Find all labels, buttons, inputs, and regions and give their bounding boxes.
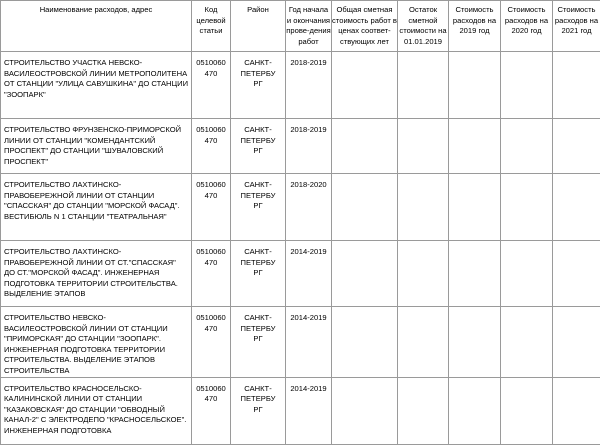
row-cost-2021 — [553, 174, 600, 241]
row-region-line: РГ — [231, 146, 285, 157]
row-code-line: 0510060 — [192, 247, 230, 258]
table-row — [1, 241, 600, 307]
row-region — [231, 241, 286, 307]
row-cost-2021 — [553, 119, 600, 174]
row-code-line: 0510060 — [192, 125, 230, 136]
header-remaining-cost: Остаток сметной стоимости на 01.01.2019 — [398, 1, 449, 52]
row-code-line: 470 — [192, 324, 230, 335]
row-region-line: РГ — [231, 334, 285, 345]
row-code-line: 0510060 — [192, 384, 230, 395]
row-code — [192, 377, 231, 444]
row-region — [231, 52, 286, 119]
row-code — [192, 174, 231, 241]
header-region: Район — [231, 1, 286, 52]
row-code-line: 470 — [192, 69, 230, 80]
header-cost-2019: Стоимость расходов на 2019 год — [449, 1, 501, 52]
header-name: Наименование расходов, адрес — [1, 1, 192, 52]
row-region-line: ПЕТЕРБУ — [231, 191, 285, 202]
row-cost-2020 — [501, 119, 553, 174]
row-region-line: ПЕТЕРБУ — [231, 394, 285, 405]
row-name: СТРОИТЕЛЬСТВО ЛАХТИНСКО-ПРАВОБЕРЕЖНОЙ ЛИНИИ ОТ СТ."СПАССКАЯ" ДО СТ."МОРСКОЙ ФАСАД". ИНЖЕНЕРНАЯ ПОДГОТОВКА ТЕРРИТОРИИ СТРОИТЕЛЬСТВА. ВЫДЕЛЕНИЕ ЭТАПОВ — [1, 241, 192, 307]
row-code-line: 0510060 — [192, 58, 230, 69]
row-years: 2018-2020 — [286, 174, 332, 241]
row-region — [231, 119, 286, 174]
table-header-row — [1, 1, 600, 52]
header-years: Год начала и окончания прове-дения работ — [286, 1, 332, 52]
row-years: 2018-2019 — [286, 52, 332, 119]
row-total-cost — [332, 52, 398, 119]
row-region — [231, 377, 286, 444]
row-region-line: ПЕТЕРБУ — [231, 324, 285, 335]
row-region-line: САНКТ- — [231, 313, 285, 324]
row-years: 2018-2019 — [286, 119, 332, 174]
table-row — [1, 52, 600, 119]
row-code-line: 470 — [192, 258, 230, 269]
row-cost-2020 — [501, 52, 553, 119]
row-total-cost — [332, 119, 398, 174]
row-region — [231, 174, 286, 241]
header-code: Код целевой статьи — [192, 1, 231, 52]
header-total-cost: Общая сметная стоимость работ в ценах соответ-ствующих лет — [332, 1, 398, 52]
row-name: СТРОИТЕЛЬСТВО УЧАСТКА НЕВСКО-ВАСИЛЕОСТРОВСКОЙ ЛИНИИ МЕТРОПОЛИТЕНА ОТ СТАНЦИИ "УЛИЦА САВУШКИНА" ДО СТАНЦИИ "ЗООПАРК" — [1, 52, 192, 119]
row-code — [192, 52, 231, 119]
row-remaining-cost — [398, 241, 449, 307]
table-row — [1, 377, 600, 444]
row-cost-2021 — [553, 307, 600, 378]
row-remaining-cost — [398, 174, 449, 241]
row-region-line: САНКТ- — [231, 247, 285, 258]
row-code-line: 470 — [192, 136, 230, 147]
row-region-line: САНКТ- — [231, 180, 285, 191]
row-region-line: САНКТ- — [231, 125, 285, 136]
row-name: СТРОИТЕЛЬСТВО НЕВСКО-ВАСИЛЕОСТРОВСКОЙ ЛИНИИ ОТ СТАНЦИИ "ПРИМОРСКАЯ" ДО СТАНЦИИ "ЗООПАРК". ИНЖЕНЕРНАЯ ПОДГОТОВКА ТЕРРИТОРИИ СТРОИТЕЛЬСТВА. ВЫДЕЛЕНИЕ ЭТАПОВ СТРОИТЕЛЬСТВА — [1, 307, 192, 378]
row-total-cost — [332, 174, 398, 241]
row-remaining-cost — [398, 52, 449, 119]
row-cost-2020 — [501, 241, 553, 307]
row-cost-2019 — [449, 119, 501, 174]
row-cost-2021 — [553, 241, 600, 307]
row-years: 2014-2019 — [286, 377, 332, 444]
row-region-line: РГ — [231, 201, 285, 212]
row-remaining-cost — [398, 119, 449, 174]
header-cost-2021: Стоимость расходов на 2021 год — [553, 1, 600, 52]
row-name: СТРОИТЕЛЬСТВО ФРУНЗЕНСКО-ПРИМОРСКОЙ ЛИНИИ ОТ СТАНЦИИ "КОМЕНДАНТСКИЙ ПРОСПЕКТ" ДО СТАНЦИИ "ШУВАЛОВСКИЙ ПРОСПЕКТ" — [1, 119, 192, 174]
header-cost-2020: Стоимость расходов на 2020 год — [501, 1, 553, 52]
row-cost-2019 — [449, 377, 501, 444]
row-cost-2021 — [553, 377, 600, 444]
row-name: СТРОИТЕЛЬСТВО ЛАХТИНСКО-ПРАВОБЕРЕЖНОЙ ЛИНИИ ОТ СТАНЦИИ "СПАССКАЯ" ДО СТАНЦИИ "МОРСКОЙ ФАСАД". ВЕСТИБЮЛЬ N 1 СТАНЦИИ "ТЕАТРАЛЬНАЯ" — [1, 174, 192, 241]
row-remaining-cost — [398, 377, 449, 444]
table-row — [1, 174, 600, 241]
row-years: 2014-2019 — [286, 307, 332, 378]
row-cost-2019 — [449, 241, 501, 307]
table-row — [1, 307, 600, 378]
row-cost-2019 — [449, 52, 501, 119]
row-region — [231, 307, 286, 378]
row-code — [192, 119, 231, 174]
row-cost-2020 — [501, 174, 553, 241]
row-name: СТРОИТЕЛЬСТВО КРАСНОСЕЛЬСКО-КАЛИНИНСКОЙ ЛИНИИ ОТ СТАНЦИИ "КАЗАКОВСКАЯ" ДО СТАНЦИИ "ОБВОДНЫЙ КАНАЛ-2" С ЭЛЕКТРОДЕПО "КРАСНОСЕЛЬСКОЕ". ИНЖЕНЕРНАЯ ПОДГОТОВКА — [1, 377, 192, 444]
row-code-line: 470 — [192, 394, 230, 405]
row-code-line: 470 — [192, 191, 230, 202]
row-cost-2020 — [501, 307, 553, 378]
row-total-cost — [332, 307, 398, 378]
row-region-line: РГ — [231, 268, 285, 279]
row-code-line: 0510060 — [192, 180, 230, 191]
row-cost-2019 — [449, 307, 501, 378]
row-cost-2019 — [449, 174, 501, 241]
row-code — [192, 307, 231, 378]
row-code-line: 0510060 — [192, 313, 230, 324]
row-total-cost — [332, 241, 398, 307]
row-region-line: РГ — [231, 405, 285, 416]
row-region-line: ПЕТЕРБУ — [231, 258, 285, 269]
row-region-line: САНКТ- — [231, 58, 285, 69]
row-code — [192, 241, 231, 307]
row-cost-2020 — [501, 377, 553, 444]
row-total-cost — [332, 377, 398, 444]
row-region-line: САНКТ- — [231, 384, 285, 395]
row-region-line: ПЕТЕРБУ — [231, 69, 285, 80]
row-remaining-cost — [398, 307, 449, 378]
row-years: 2014-2019 — [286, 241, 332, 307]
row-region-line: РГ — [231, 79, 285, 90]
row-region-line: ПЕТЕРБУ — [231, 136, 285, 147]
table-row — [1, 119, 600, 174]
row-cost-2021 — [553, 52, 600, 119]
